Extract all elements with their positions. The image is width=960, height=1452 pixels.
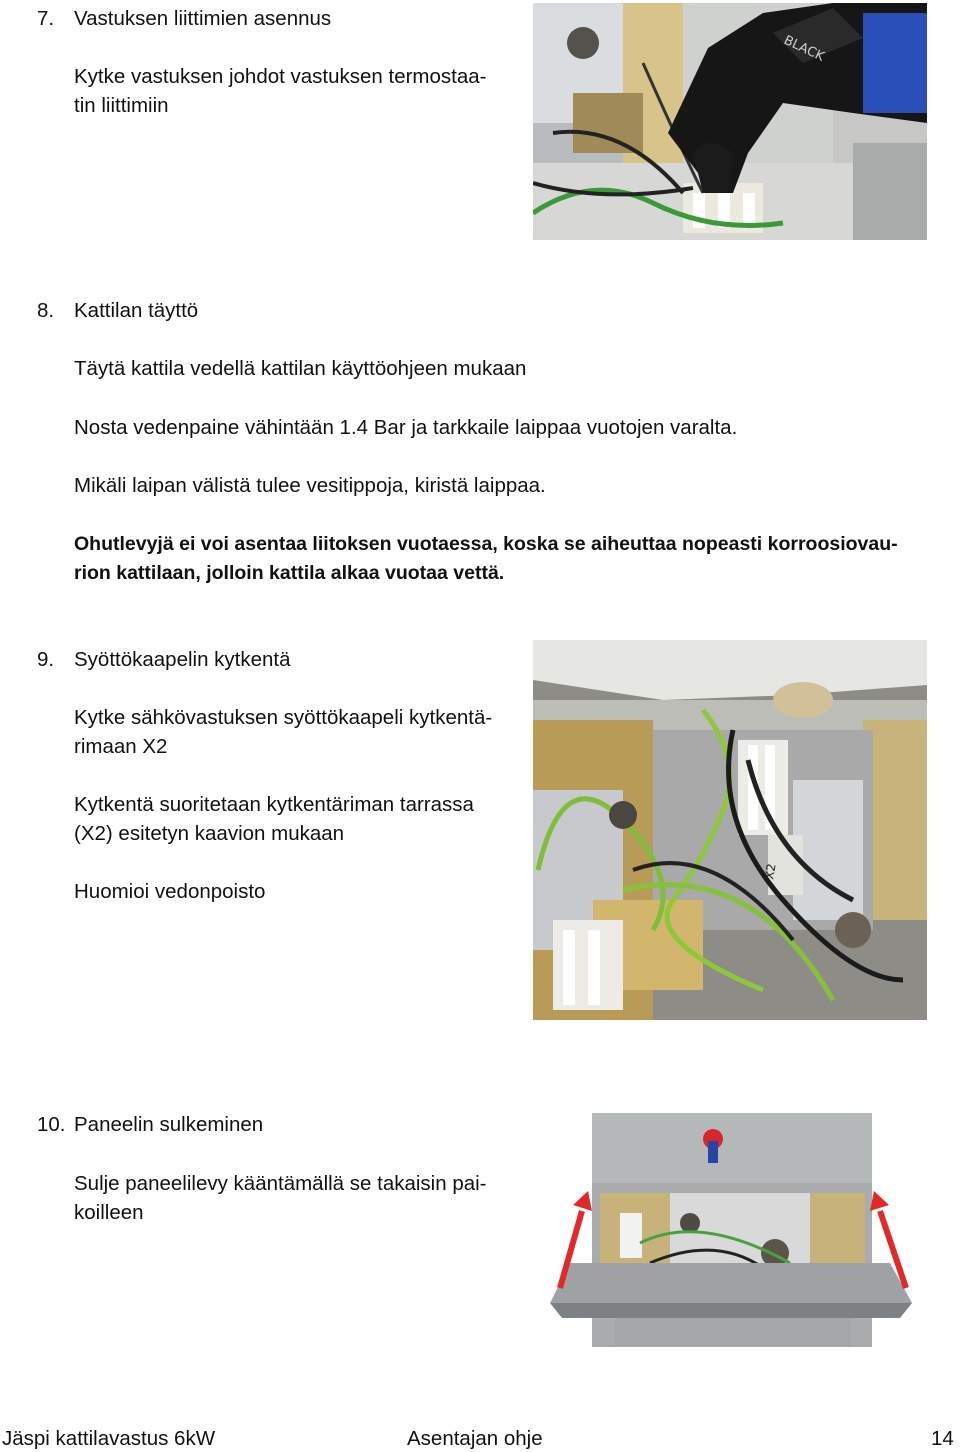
section-9-p1-line-1: Kytke sähkövastuksen syöttökaapeli kytkentä- xyxy=(74,706,493,729)
photo-panel-closing xyxy=(540,1113,922,1347)
section-8-number: 8. xyxy=(37,299,55,322)
section-8-title: Kattilan täyttö xyxy=(74,299,199,322)
footer-document-type: Asentajan ohje xyxy=(407,1427,543,1450)
section-7-text-line-2: tin liittimiin xyxy=(74,94,169,117)
footer-document-title: Jäspi kattilavastus 6kW xyxy=(2,1427,216,1450)
section-7-title: Vastuksen liittimien asennus xyxy=(74,7,332,30)
strip-x2-label: X2 xyxy=(762,862,779,881)
photo-resistor-terminal-install xyxy=(533,3,927,240)
footer-page-number: 14 xyxy=(931,1427,954,1450)
section-10-text-line-2: koilleen xyxy=(74,1201,144,1224)
section-7-text-line-1: Kytke vastuksen johdot vastuksen termostaa- xyxy=(74,65,487,88)
section-10-text-line-1: Sulje paneelilevy kääntämällä se takaisin pai- xyxy=(74,1172,487,1195)
section-7-number: 7. xyxy=(37,7,55,30)
glove-brand-text: BLACK xyxy=(781,33,827,65)
footer-divider xyxy=(0,1424,960,1425)
section-10-title: Paneelin sulkeminen xyxy=(74,1113,264,1136)
section-10-number: 10. xyxy=(37,1113,66,1136)
photo-supply-cable-terminal-strip xyxy=(533,640,927,1020)
section-8-warning-line-2: rion kattilaan, jolloin kattila alkaa vuotaa vettä. xyxy=(74,562,505,584)
section-9-p3: Huomioi vedonpoisto xyxy=(74,880,266,903)
section-9-title: Syöttökaapelin kytkentä xyxy=(74,648,291,671)
section-8-paragraph-2: Nosta vedenpaine vähintään 1.4 Bar ja tarkkaile laippaa vuotojen varalta. xyxy=(74,416,738,439)
section-8-paragraph-1: Täytä kattila vedellä kattilan käyttöohjeen mukaan xyxy=(74,357,527,380)
section-9-p1-line-2: rimaan X2 xyxy=(74,735,168,758)
section-9-p2-line-2: (X2) esitetyn kaavion mukaan xyxy=(74,822,345,845)
section-8-warning-line-1: Ohutlevyjä ei voi asentaa liitoksen vuotaessa, koska se aiheuttaa nopeasti korroosiovau- xyxy=(74,533,898,555)
section-8-paragraph-3: Mikäli laipan välistä tulee vesitippoja, kiristä laippaa. xyxy=(74,474,546,497)
section-9-p2-line-1: Kytkentä suoritetaan kytkentäriman tarrassa xyxy=(74,793,474,816)
section-9-number: 9. xyxy=(37,648,55,671)
